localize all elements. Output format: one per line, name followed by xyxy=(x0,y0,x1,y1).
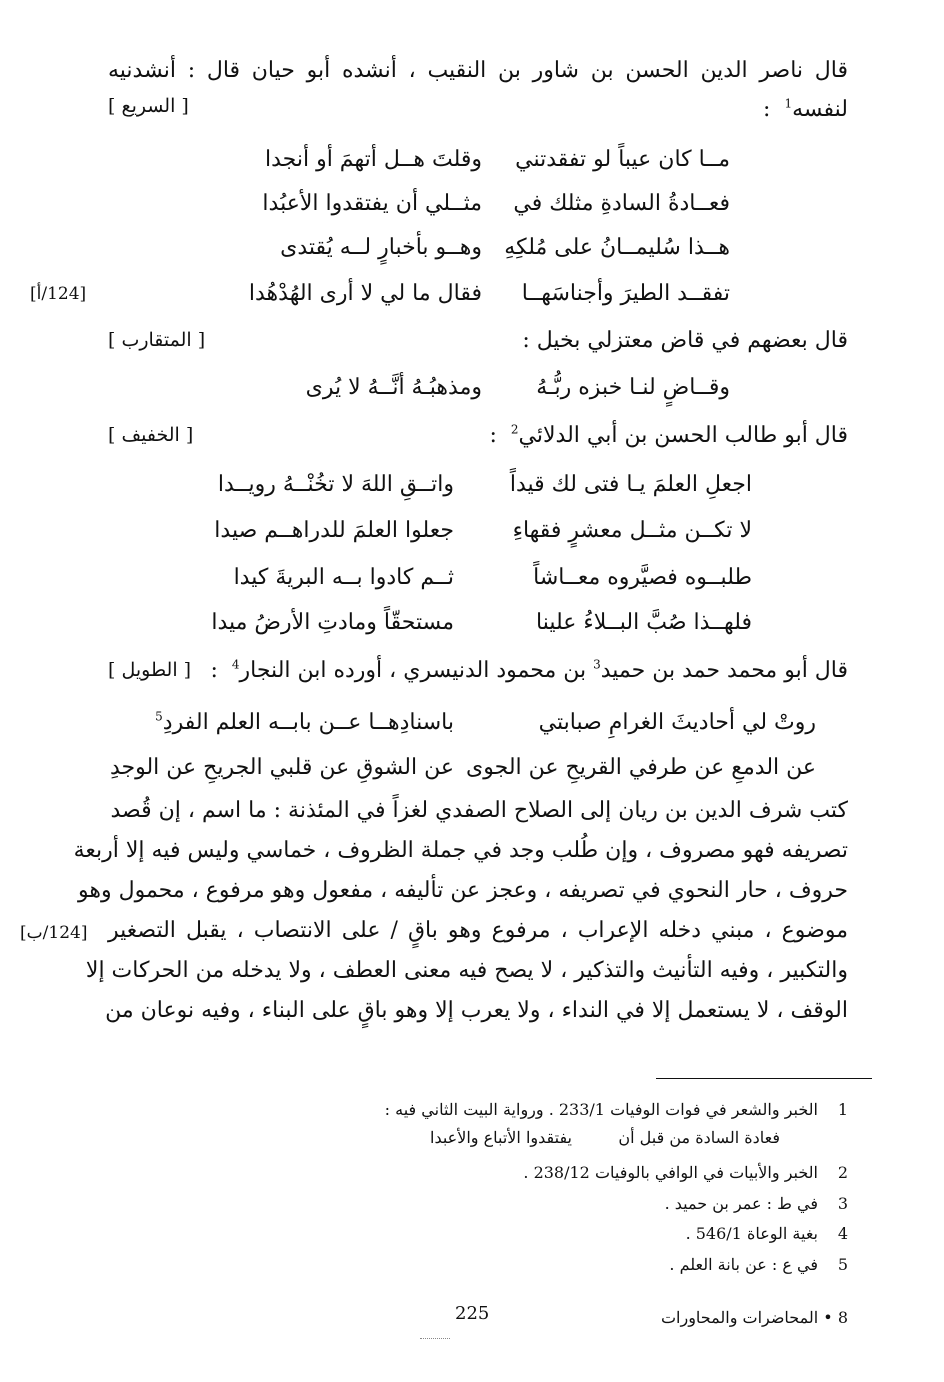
body-line: والتكبير ، وفيه التأنيث والتذكير ، لا يصح فيه معنى العطف ، ولا يدخله من الحركات إلا xyxy=(85,958,848,983)
hemistich-right: اجعلِ العلمَ يـا فتى لك قيداً xyxy=(509,472,752,497)
hemistich-left: واتــقِ اللهَ لا تخُنْــهُ رويــدا xyxy=(217,472,454,497)
body-line: قال بعضهم في قاض معتزلي بخيل : xyxy=(522,328,848,353)
footnote-ref: 1 xyxy=(784,96,793,111)
body-line: حروف ، حار النحوي في تصريفه ، وعجز عن تأليفه ، مفعول وهو مرفوع ، محمول وهو xyxy=(78,878,848,903)
footnote-verse-right: فعادة السادة من قبل أن xyxy=(618,1128,780,1147)
body-line: موضوع ، مبني دخله الإعراب ، مرفوع وهو باقٍ / على الانتصاب ، يقبل التصغير xyxy=(108,918,848,943)
footnote-text: في ط : عمر بن حميد . xyxy=(664,1194,818,1213)
hemistich-left: مثــلي أن يفتقدوا الأعبُدا xyxy=(262,191,482,216)
hemistich-left: ومذهبُـهُ أنَّــهُ لا يُرى xyxy=(305,375,482,400)
meter-label: [ الخفيف ] xyxy=(108,424,194,446)
footnote xyxy=(686,1222,848,1246)
text-fragment: : xyxy=(763,97,771,122)
footnote-number: 3 xyxy=(837,1194,848,1213)
footnote-number: 4 xyxy=(837,1224,848,1243)
hemistich-left: عن الشوقِ عن قلبي الجريحِ عن الوجدِ xyxy=(109,755,454,780)
text-fragment: روتْ لي أحاديثَ الغرامِ صبابتي xyxy=(538,710,816,735)
text-fragment: : xyxy=(210,658,218,683)
meter-label: [ السريع ] xyxy=(108,95,189,117)
running-footer: 8 • المحاضرات والمحاورات xyxy=(660,1308,848,1327)
footnote xyxy=(385,1098,848,1122)
hemistich-left xyxy=(155,708,454,738)
footnote-text: الخبر والأبيات في الوافي بالوفيات 238/12 . xyxy=(523,1163,818,1182)
text-fragment: قال أبو طالب الحسن بن أبي الدلائي xyxy=(518,423,848,448)
hemistich-right: فعــادةُ السادةِ مثلك في xyxy=(513,191,730,216)
hemistich-right: فلهــذا صُبَّ البــلاءُ علينا xyxy=(536,610,752,635)
text-fragment: بن محمود الدنيسري ، أورده ابن النجار xyxy=(239,658,587,683)
hemistich-right: هــذا سُليمــانُ على مُلكِهِ xyxy=(504,235,730,260)
footnote xyxy=(669,1253,848,1277)
text-fragment: : xyxy=(489,423,497,448)
scan-mark xyxy=(420,1338,450,1339)
hemistich-right: تفقــد الطيرَ وأجناسَهــا xyxy=(521,281,730,306)
text-fragment: لنفسه xyxy=(792,97,848,122)
hemistich-left: وقلتَ هــل أتهمَ أو أنجدا xyxy=(264,147,482,172)
footnote xyxy=(665,1192,848,1216)
footnote-ref: 3 xyxy=(593,657,601,672)
footnote xyxy=(523,1161,848,1185)
body-line xyxy=(489,421,848,451)
body-line: كتب شرف الدين بن ريان إلى الصلاح الصفدي لغزاً في المئذنة : ما اسم ، إن قُصد xyxy=(110,798,848,823)
hemistich-left: مستحقّاً ومادتِ الأرضُ ميدا xyxy=(211,610,454,635)
hemistich-left: جعلوا العلمَ للدراهــم صيدا xyxy=(214,518,454,543)
text-fragment: قال أبو محمد حمد بن حميد xyxy=(600,658,848,683)
body-line: الوقف ، لا يستعمل إلا في النداء ، ولا يعرب إلا وهو باقٍ على البناء ، وفيه نوعان من xyxy=(105,998,848,1023)
footnote-text: الخبر والشعر في فوات الوفيات 233/1 . ورواية البيت الثاني فيه : xyxy=(384,1100,818,1119)
hemistich-right: مــا كان عيباً لو تفقدتني xyxy=(515,147,730,172)
hemistich-right: عن الدمعِ عن طرفي القريحِ عن الجوى xyxy=(466,755,816,780)
meter-label: [ المتقارب ] xyxy=(108,329,206,351)
hemistich-left: ثــم كادوا بــه البريةَ كيدا xyxy=(233,565,454,590)
hemistich-right: وقــاضٍ لنـا خبزه ربُّـهُ xyxy=(536,375,730,400)
footnote-text: في ع : عن بانة العلم . xyxy=(669,1255,818,1274)
margin-folio: [124/أ] xyxy=(30,284,87,304)
footnote-number: 1 xyxy=(837,1100,848,1119)
footnote-number: 5 xyxy=(837,1255,848,1274)
page-number: 225 xyxy=(455,1303,490,1324)
footnote-ref: 5 xyxy=(155,709,163,724)
hemistich-right: لا تكــن مثــل معشرٍ فقهاءِ xyxy=(512,518,752,543)
body-line: تصريفه فهو مصروف ، وإن طُلب وجد في جملة الظروف ، خماسي وليس فيه إلا أربعة xyxy=(73,838,848,863)
hemistich-left: فقال ما لي لا أرى الهُدْهُدا xyxy=(248,281,482,306)
hemistich-left: وهــو بأخبارٍ لــه يُقتدى xyxy=(280,235,482,260)
hemistich-right xyxy=(539,708,816,738)
footnote-rule xyxy=(656,1078,872,1079)
meter-label: [ الطويل ] xyxy=(108,659,192,681)
body-line xyxy=(763,95,848,125)
footnote-verse-left: يفتقدوا الأتباع والأعبدا xyxy=(430,1128,572,1147)
text-fragment: باسنادِهــا عــن بابــه العلم الفردِ xyxy=(162,710,454,735)
footnote-ref: 4 xyxy=(231,657,240,672)
footnote-ref: 2 xyxy=(510,422,519,437)
body-line: قال ناصر الدين الحسن بن شاور بن النقيب ، أنشده أبو حيان قال : أنشدنيه xyxy=(108,58,848,83)
body-line xyxy=(210,656,848,686)
footnote-number: 2 xyxy=(837,1163,848,1182)
hemistich-right: طلبــوه فصيَّروه معــاشاً xyxy=(533,565,752,590)
footnote-text: بغية الوعاة 546/1 . xyxy=(685,1224,818,1243)
margin-folio: [124/ب] xyxy=(20,923,88,943)
